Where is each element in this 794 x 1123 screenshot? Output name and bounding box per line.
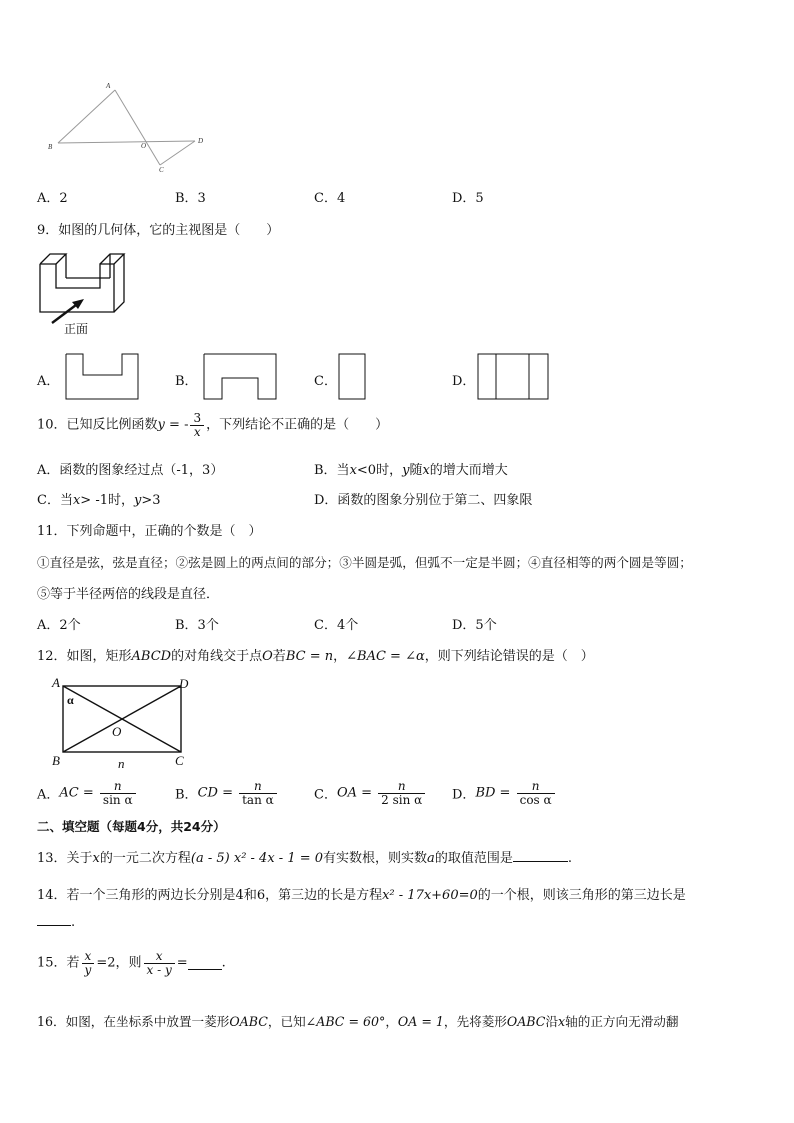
q9-stem: 9．如图的几何体，它的主视图是（ ） [37,223,280,238]
q9-option-d[interactable]: D． [452,374,476,389]
q10-c-var2: y [134,493,142,508]
q10-b-var2: y [402,463,410,478]
q13-x: x [92,851,100,866]
q10-stem [37,412,388,438]
q10-b-pre: B．当 [314,463,350,478]
q8-triangle-figure [40,80,220,175]
q12-label-b: B [52,753,60,768]
q10-stem-post: ，下列结论不正确的是（ ） [206,417,389,433]
q12-d-lhs: BD [475,785,496,801]
q12-c-num: n [378,780,425,794]
q16-mid3: ，先将菱形 [443,1014,507,1029]
q10-c-var: x [72,493,81,508]
q10-b-post: 的增大而增大 [429,463,508,478]
q15-frac2 [144,950,175,976]
q12-a-frac [100,780,136,806]
q10-option-b[interactable] [314,459,508,478]
q15-frac2-den: x - y [146,962,172,977]
q12-c-lhs: OA [336,785,357,801]
q12-option-c[interactable]: C．OA = $\frac{n}{\text{2 sin α}}$ [314,780,427,806]
q12-rectangle-figure [48,672,198,772]
q13-answer-blank[interactable] [513,849,568,862]
q12-label-o: O [112,724,122,739]
q12-d-frac [517,780,555,806]
q16-stem [37,1011,678,1030]
q12-n: n [324,649,334,664]
q15-stem [37,950,226,976]
q16-mid2: ， [385,1014,398,1029]
q15-post: = [176,955,188,971]
q15-frac1-den: y [84,962,92,977]
q14-answer-blank[interactable] [37,913,71,926]
q12-b-frac [239,780,277,806]
q11-option-a[interactable]: A．2个 [37,618,81,633]
q8-line-bd [58,141,195,143]
q12-d-label: D． [452,787,476,803]
q16-x: x [558,1014,566,1029]
q8-label-c: C [159,166,164,174]
q11-line1: ①直径是弦，弦是直径；②弦是圆上的两点间的部分；③半圆是弧，但弧不一定是半圆；④直径相等的两个圆是等圆； [37,555,692,570]
q12-option-a[interactable]: A．AC = $\frac{n}{\text{sin α}}$ [37,780,138,806]
q12-bc: BC [285,649,306,664]
q12-a-label: A． [37,787,60,803]
q8-line-ac [115,90,160,165]
q13-pre: 13．关于 [37,851,93,866]
q9-front-label: 正面 [64,322,89,336]
q12-b-label: B． [175,787,198,803]
q12-label-n: n [118,756,125,771]
q12-label-a: A [52,675,60,690]
q11-line2: ⑤等于半径两倍的线段是直径． [37,587,220,602]
q10-b-var: x [349,463,357,478]
q16-oabc2: OABC [506,1014,546,1029]
q13-equation: (a - 5) x² - 4x - 1 = 0 [190,851,324,866]
q12-eq1: = [305,649,325,664]
q14-stem [37,884,686,903]
q8-option-a[interactable]: A．2 [37,191,68,206]
q9-option-a[interactable]: A． [37,374,60,389]
q10-var-y: y [157,417,165,433]
q10-b-var3: x [422,463,430,478]
q14-post: 的一个根，则该三角形的第三边长是 [477,888,686,903]
q12-a-den: sin α [102,792,133,807]
q14-answer-line [37,913,75,930]
q12-c-frac [378,780,425,806]
q10-option-c[interactable] [37,489,161,508]
q14-equation: x² - 17x+60=0 [382,888,478,903]
q9-option-a-shape[interactable] [65,353,141,401]
q16-oa: OA = 1 [397,1014,444,1029]
q16-mid1: ，已知 [267,1014,306,1029]
q9-option-b-shape[interactable] [203,353,279,401]
q13-mid2: 有实数根，则实数 [323,851,428,866]
q12-a-lhs: AC [59,785,79,801]
q12-c-label: C． [314,787,337,803]
q12-angle: ∠BAC = ∠α [346,649,425,664]
q15-answer-blank[interactable] [188,957,222,970]
q12-label-d: D [179,676,189,691]
q16-pre: 16．如图，在坐标系中放置一菱形 [37,1014,230,1029]
q12-label-c: C [175,753,184,768]
q8-label-b: B [48,143,53,151]
q10-c-post: >3 [141,493,161,508]
q16-post: 轴的正方向无滑动翻 [565,1014,679,1029]
q12-d-den: cos α [519,792,552,807]
q12-a-num: n [100,780,136,794]
q8-option-c[interactable]: C．4 [314,191,346,206]
q11-stem: 11．下列命题中，正确的个数是（ ） [37,524,262,539]
q10-fraction [190,412,204,438]
q12-stem-pre: 12．如图，矩形 [37,649,132,664]
q13-stem [37,847,572,866]
q10-stem-pre: 10．已知反比例函数 [37,417,158,433]
q13-a: a [427,851,435,866]
q10-option-d[interactable]: D．函数的图象分别位于第二、四象限 [314,493,533,508]
q12-stem-mid3: ， [333,649,347,664]
q13-end: . [567,851,572,866]
q9-option-b[interactable]: B． [175,374,198,389]
q12-b-num: n [239,780,277,794]
q10-b-mid2: 随 [409,463,423,478]
q13-post: 的取值范围是 [434,851,513,866]
q9-option-d-shape[interactable] [477,353,551,401]
q12-stem-post: ，则下列结论错误的是（ ） [424,649,594,664]
q12-stem-mid1: 的对角线交于点 [171,649,263,664]
q15-frac1-num: x [82,950,95,964]
q12-o: O [262,649,273,664]
q14-pre: 14．若一个三角形的两边长分别是4和6，第三边的长是方程 [37,888,383,903]
q12-b-den: tan α [242,792,274,807]
q9-option-c-shape[interactable] [338,353,368,401]
q10-c-mid: > -1时， [80,493,134,508]
q11-option-b[interactable]: B．3个 [175,618,219,633]
q9-option-c[interactable]: C． [314,374,337,389]
q8-label-o: O [141,142,147,150]
q15-mid: =2，则 [96,955,142,971]
q10-b-mid: <0时， [356,463,403,478]
q12-stem-mid2: 若 [272,649,286,664]
q8-line-cd [160,141,195,165]
section-2-heading: 二、填空题（每题4分，共24分） [37,819,226,834]
q12-option-b[interactable]: B．CD = $\frac{n}{\text{tan α}}$ [175,780,279,806]
q10-eq: = - [164,417,189,433]
q10-option-a[interactable]: A．函数的图象经过点（-1，3） [37,463,224,478]
q8-option-b[interactable]: B．3 [175,191,206,206]
q11-option-d[interactable]: D．5个 [452,618,497,633]
q16-mid4: 沿 [545,1014,559,1029]
q8-label-a: A [106,82,111,90]
q13-mid: 的一元二次方程 [99,851,191,866]
q14-end: . [71,915,76,930]
q16-angle: ∠ABC = 60° [305,1014,386,1029]
q10-c-pre: C．当 [37,493,73,508]
q12-c-den: 2 sin α [381,792,423,807]
q8-label-d: D [198,137,204,145]
q12-abcd: ABCD [131,649,172,664]
q12-d-num: n [517,780,555,794]
q12-option-d[interactable]: D．BD = $\frac{n}{\text{cos α}}$ [452,780,557,806]
q11-option-c[interactable]: C．4个 [314,618,359,633]
q12-b-lhs: CD [197,785,218,801]
q12-label-alpha: α [67,693,74,707]
q15-end: . [221,955,226,971]
q15-pre: 15．若 [37,955,80,971]
q15-frac2-num: x [144,950,175,964]
q10-frac-num: 3 [190,412,204,426]
q8-option-d[interactable]: D．5 [452,191,484,206]
q15-frac1 [82,950,95,976]
q12-stem [37,645,594,664]
q16-oabc: OABC [229,1014,268,1029]
q8-line-ba [58,90,115,143]
q10-frac-den: x [193,424,201,439]
